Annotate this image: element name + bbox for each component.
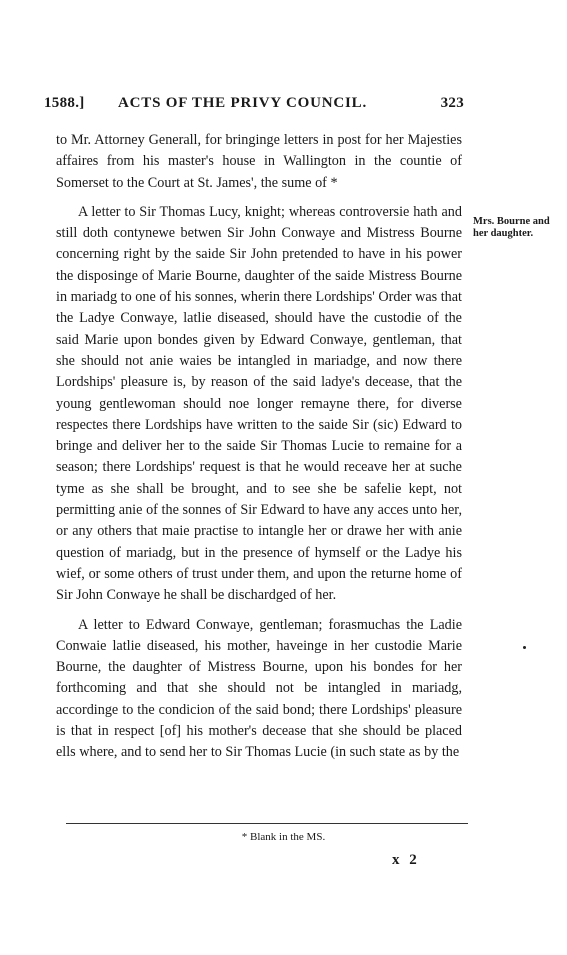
page-number: 323 [440,95,464,111]
paragraph-letter-lucy: A letter to Sir Thomas Lucy, knight; whereas controversie hath and still doth contynewe betwen Sir John Conwaye and Mistress Bourne concerning right by the saide Sir John pretended to have in his power the disposinge of Marie Bourne, daughter of the saide Mistress Bourne in mariadg to one of his sonnes, wherin there Lordships' Order was that the Ladye Conwaye, latlie diseased, should have the custodie of the said Marie upon bondes given by Edward Conwaye, gentleman, that she should not anie waies be intangled in mariadge, and now there Lordships' pleasure is, by reason of the said ladye's decease, that the young gentlewoman should noe longer remayne there, for diverse respectes there Lordships have written to the saide Sir (sic) Edward to bringe and deliver her to the saide Sir Thomas Lucie to remaine for a season; there Lordships' request is that he would receave her at suche tyme as she shall be brought, and to see she be safelie kept, not permitting anie of the sonnes of Sir Edward to have any acces unto her, or any others that maie practise to intangle her or drawe her with anie question of mariadg, but in the presence of hymself or the Ladye his wief, or some others of trust under them, and upon the returne home of Sir John Conwaye he shall be dischardged of her. [56,203,462,604]
paragraph-continued: to Mr. Attorney Generall, for bringinge letters in post for her Majesties affaires from his master's house in Wallington in the countie of Somerset to the Court at St. James', the sume of * [56,132,462,191]
signature-mark: x 2 [392,852,420,868]
footnote-rule [66,823,468,824]
footnote: * Blank in the MS. [241,831,326,843]
header-year: 1588.] [44,95,85,111]
header-title: ACTS OF THE PRIVY COUNCIL. [118,95,368,111]
stray-mark [523,646,526,649]
margin-note: Mrs. Bourne and her daughter. [473,216,550,239]
running-header [44,95,464,115]
paragraph-letter-conwaye: A letter to Edward Conwaye, gentleman; forasmuchas the Ladie Conwaie latlie diseased, his mother, haveinge in her custodie Marie Bourne, the daughter of Mistress Bourne, upon his bondes for her forthcoming and that she should not be intangled in mariadg, accordinge to the condicion of the said bond; there Lordships' pleasure is that in respect [of] his mother's decease that she should be placed ells where, and to send her to Sir Thomas Lucie (in such state as by the [56,616,462,761]
body-text [56,130,462,764]
